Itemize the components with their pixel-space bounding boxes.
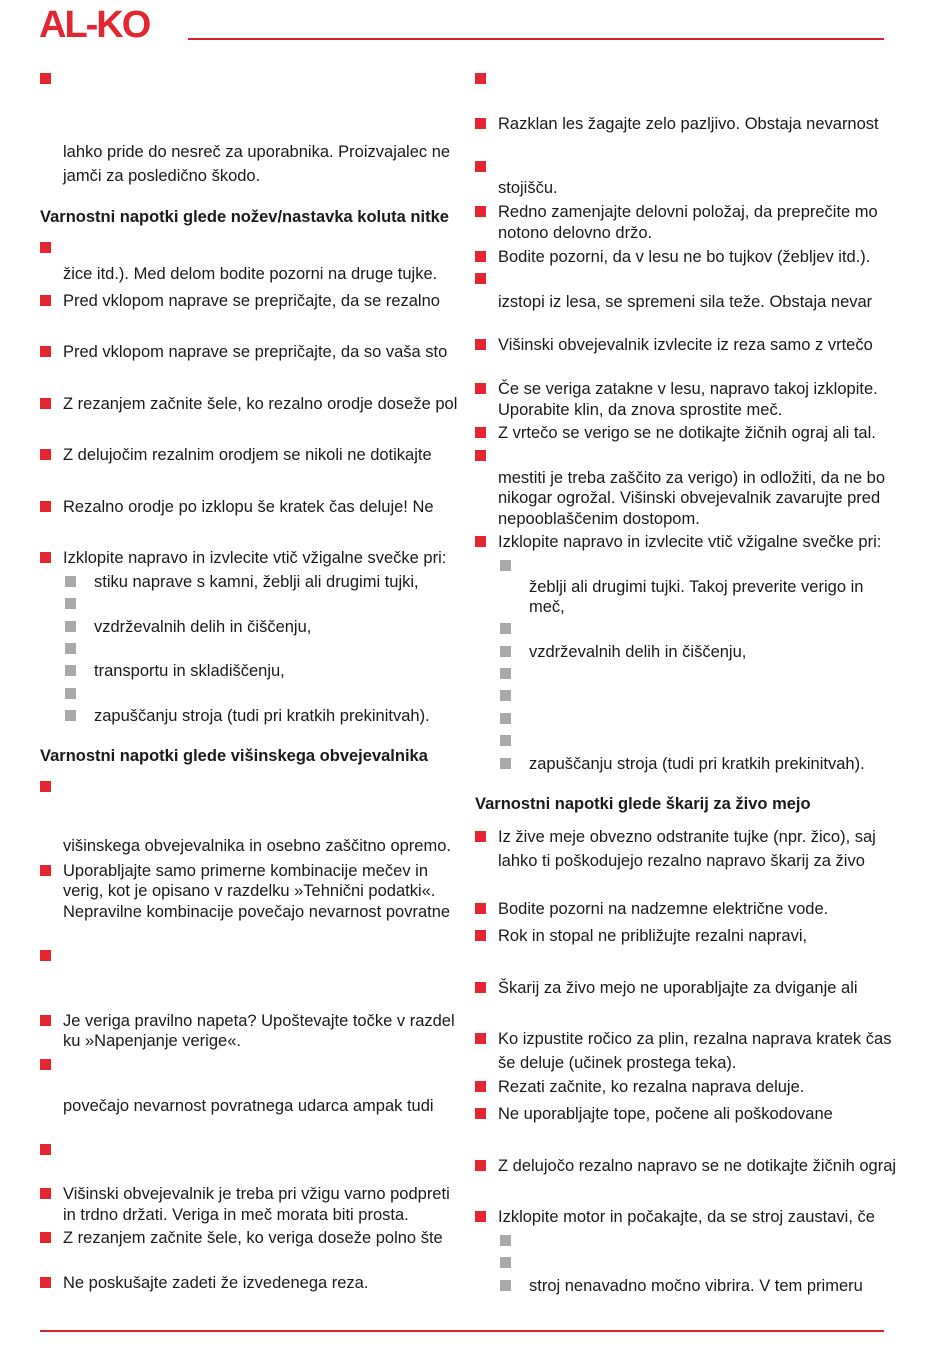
text-line: ku »Napenjanje verige«.	[63, 1032, 241, 1050]
bullet-icon	[475, 206, 486, 217]
bullet-icon	[475, 251, 486, 262]
sub-bullet-icon	[500, 668, 511, 679]
text-line: Izklopite napravo in izvlecite vtič vžigalne svečke pri:	[63, 549, 447, 567]
text-line: verig, kot je opisano v razdelku »Tehnični podatki«.	[63, 882, 436, 900]
bullet-icon	[475, 1160, 486, 1171]
sub-text-line: zapuščanju stroja (tudi pri kratkih prekinitvah).	[529, 755, 865, 773]
text-line: Je veriga pravilno napeta? Upoštevajte točke v razdel	[63, 1012, 455, 1030]
section-heading: Varnostni napotki glede škarij za živo mejo	[475, 795, 811, 813]
bullet-icon	[40, 1188, 51, 1199]
sub-text-line: stroj nenavadno močno vibrira. V tem primeru	[529, 1277, 863, 1295]
sub-bullet-icon	[500, 646, 511, 657]
text-line: Iz žive meje obvezno odstranite tujke (npr. žico), saj	[498, 828, 876, 846]
bullet-icon	[40, 73, 51, 84]
bullet-icon	[475, 118, 486, 129]
text-line: Škarij za živo mejo ne uporabljajte za dviganje ali	[498, 979, 858, 997]
text-line: izstopi iz lesa, se spremeni sila teže. Obstaja nevar	[498, 293, 873, 311]
text-line: Pred vklopom naprave se prepričajte, da so vaša sto	[63, 343, 448, 361]
sub-bullet-icon	[65, 576, 76, 587]
bullet-icon	[40, 1015, 51, 1026]
sub-bullet-icon	[500, 735, 511, 746]
bullet-icon	[40, 950, 51, 961]
bullet-icon	[40, 501, 51, 512]
bullet-icon	[40, 865, 51, 876]
text-line: Bodite pozorni, da v lesu ne bo tujkov (žebljev itd.).	[498, 248, 871, 266]
sub-text-line: zapuščanju stroja (tudi pri kratkih prekinitvah).	[94, 707, 430, 725]
sub-text-line: meč,	[529, 598, 565, 616]
text-line: žice itd.). Med delom bodite pozorni na druge tujke.	[63, 265, 438, 283]
section-heading: Varnostni napotki glede nožev/nastavka koluta nitke	[40, 208, 449, 226]
bullet-icon	[40, 295, 51, 306]
alko-logo	[39, 6, 180, 40]
footer-rule	[40, 1330, 884, 1332]
sub-text-line: žeblji ali drugimi tujki. Takoj preverite verigo in	[529, 578, 864, 596]
sub-bullet-icon	[500, 1280, 511, 1291]
bullet-icon	[475, 1081, 486, 1092]
sub-bullet-icon	[65, 665, 76, 676]
bullet-icon	[40, 1144, 51, 1155]
bullet-icon	[40, 1059, 51, 1070]
sub-bullet-icon	[65, 688, 76, 699]
sub-bullet-icon	[500, 1235, 511, 1246]
text-line: Z rezanjem začnite šele, ko rezalno orodje doseže pol	[63, 395, 458, 413]
sub-text-line: vzdrževalnih delih in čiščenju,	[529, 643, 747, 661]
bullet-icon	[475, 536, 486, 547]
text-line: Rok in stopal ne približujte rezalni napravi,	[498, 927, 808, 945]
bullet-icon	[40, 398, 51, 409]
text-line: Z vrtečo se verigo se ne dotikajte žičnih ograj ali tal.	[498, 424, 876, 442]
text-line: Z delujočo rezalno napravo se ne dotikajte žičnih ograj	[498, 1157, 897, 1175]
text-line: stojišču.	[498, 179, 558, 197]
text-line: notono delovno držo.	[498, 224, 653, 242]
sub-bullet-icon	[500, 623, 511, 634]
text-line: Bodite pozorni na nadzemne električne vode.	[498, 900, 829, 918]
bullet-icon	[475, 383, 486, 394]
sub-bullet-icon	[65, 621, 76, 632]
bullet-icon	[475, 273, 486, 284]
bullet-icon	[475, 73, 486, 84]
bullet-icon	[40, 552, 51, 563]
text-line: nikogar ogrožal. Višinski obvejevalnik zavarujte pred	[498, 489, 881, 507]
bullet-icon	[40, 449, 51, 460]
text-line: Rezati začnite, ko rezalna naprava deluje.	[498, 1078, 805, 1096]
bullet-icon	[40, 1232, 51, 1243]
sub-bullet-icon	[65, 598, 76, 609]
text-line: Če se veriga zatakne v lesu, napravo takoj izklopite.	[498, 380, 878, 398]
sub-bullet-icon	[500, 713, 511, 724]
text-line: Razklan les žagajte zelo pazljivo. Obstaja nevarnost	[498, 115, 879, 133]
text-line: Izklopite motor in počakajte, da se stroj zaustavi, če	[498, 1208, 875, 1226]
header-rule	[188, 38, 884, 40]
text-line: nepooblaščenim dostopom.	[498, 510, 700, 528]
sub-bullet-icon	[65, 710, 76, 721]
text-line: lahko pride do nesreč za uporabnika. Proizvajalec ne	[63, 143, 451, 161]
bullet-icon	[475, 450, 486, 461]
text-line: Redno zamenjajte delovni položaj, da preprečite mo	[498, 203, 878, 221]
bullet-icon	[40, 242, 51, 253]
sub-bullet-icon	[500, 1257, 511, 1268]
bullet-icon	[475, 831, 486, 842]
text-line: Ko izpustite ročico za plin, rezalna naprava kratek čas	[498, 1030, 892, 1048]
bullet-icon	[475, 982, 486, 993]
section-heading: Varnostni napotki glede višinskega obvejevalnika	[40, 747, 428, 765]
text-line: mestiti je treba zaščito za verigo) in odložiti, da ne bo	[498, 469, 886, 487]
bullet-icon	[475, 1108, 486, 1119]
bullet-icon	[40, 1277, 51, 1288]
text-line: Ne poskušajte zadeti že izvedenega reza.	[63, 1274, 369, 1292]
text-line: višinskega obvejevalnika in osebno zaščitno opremo.	[63, 837, 451, 855]
text-line: Rezalno orodje po izklopu še kratek čas deluje! Ne	[63, 498, 434, 516]
text-line: Višinski obvejevalnik izvlecite iz reza samo z vrtečo	[498, 336, 873, 354]
text-line: Izklopite napravo in izvlecite vtič vžigalne svečke pri:	[498, 533, 882, 551]
text-line: še deluje (učinek prostega teka).	[498, 1054, 737, 1072]
text-line: Z rezanjem začnite šele, ko veriga doseže polno šte	[63, 1229, 443, 1247]
sub-text-line: transportu in skladiščenju,	[94, 662, 285, 680]
sub-bullet-icon	[65, 643, 76, 654]
bullet-icon	[475, 1033, 486, 1044]
bullet-icon	[475, 930, 486, 941]
text-line: jamči za posledično škodo.	[63, 167, 261, 185]
text-line: Uporabite klin, da znova sprostite meč.	[498, 401, 783, 419]
text-line: Ne uporabljajte tope, počene ali poškodovane	[498, 1105, 833, 1123]
text-line: Pred vklopom naprave se prepričajte, da se rezalno	[63, 292, 440, 310]
text-line: povečajo nevarnost povratnega udarca ampak tudi	[63, 1097, 434, 1115]
sub-bullet-icon	[500, 758, 511, 769]
sub-text-line: vzdrževalnih delih in čiščenju,	[94, 618, 312, 636]
bullet-icon	[40, 781, 51, 792]
text-line: Nepravilne kombinacije povečajo nevarnost povratne	[63, 903, 451, 921]
text-line: Višinski obvejevalnik je treba pri vžigu varno podpreti	[63, 1185, 450, 1203]
bullet-icon	[475, 427, 486, 438]
bullet-icon	[475, 161, 486, 172]
sub-text-line: stiku naprave s kamni, žeblji ali drugimi tujki,	[94, 573, 419, 591]
text-line: Uporabljajte samo primerne kombinacije mečev in	[63, 862, 428, 880]
bullet-icon	[475, 903, 486, 914]
sub-bullet-icon	[500, 690, 511, 701]
bullet-icon	[40, 346, 51, 357]
sub-bullet-icon	[500, 560, 511, 571]
text-line: lahko ti poškodujejo rezalno napravo škarij za živo	[498, 852, 865, 870]
text-line: Z delujočim rezalnim orodjem se nikoli ne dotikajte	[63, 446, 432, 464]
bullet-icon	[475, 1211, 486, 1222]
bullet-icon	[475, 339, 486, 350]
text-line: in trdno držati. Veriga in meč morata biti prosta.	[63, 1206, 409, 1224]
svg-text:AL-KO: AL-KO	[39, 6, 150, 40]
